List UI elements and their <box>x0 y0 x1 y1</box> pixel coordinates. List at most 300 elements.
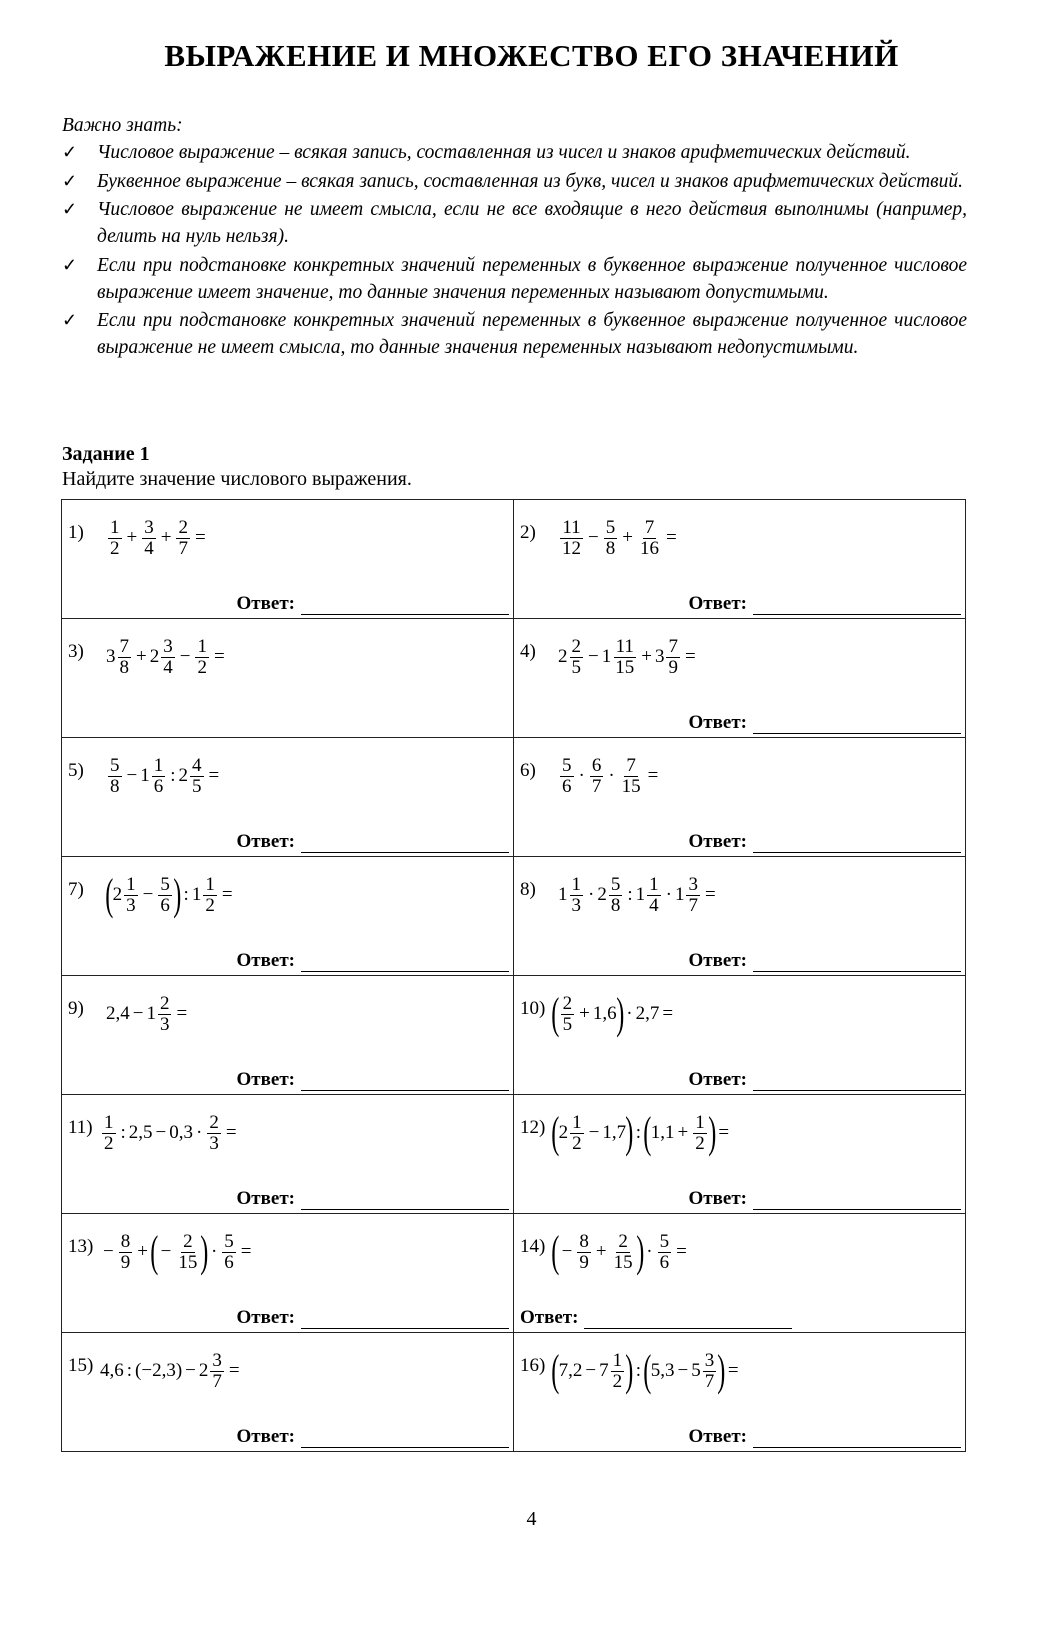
checklist-item-text: Буквенное выражение – всякая запись, составленная из букв, чисел и знаков арифметических действий. <box>97 170 964 192</box>
problem-expression <box>558 863 719 927</box>
number: 1 <box>635 884 646 905</box>
numerator: 1 <box>612 1349 623 1371</box>
answer-row <box>237 1307 509 1329</box>
answer-label: Ответ: <box>688 1188 747 1209</box>
numerator: 5 <box>224 1230 234 1252</box>
checklist-item-text: Числовое выражение не имеет смысла, если не все входящие в него действия выполнимы (например, делить на нуль нельзя). <box>97 199 967 247</box>
operator: + <box>137 1241 148 1262</box>
numerator: 2 <box>562 992 573 1014</box>
problem-number: 15) <box>68 1355 94 1376</box>
problem-number: 4) <box>520 641 536 662</box>
denominator: 16 <box>639 537 659 559</box>
answer-row <box>237 1188 509 1210</box>
operator: · <box>665 884 672 905</box>
denominator: 3 <box>159 1013 170 1035</box>
operator: · <box>626 1003 633 1024</box>
problems-row <box>62 1333 966 1452</box>
answer-blank-field[interactable] <box>753 1072 961 1091</box>
number: 5 <box>691 1360 701 1381</box>
problem-number: 6) <box>520 760 536 781</box>
checklist <box>62 139 967 361</box>
fraction <box>176 1232 199 1273</box>
answer-label: Ответ: <box>688 712 747 733</box>
number: 1 <box>146 1003 156 1024</box>
answer-label: Ответ: <box>688 1069 747 1090</box>
operator: = <box>225 1122 237 1143</box>
operator: − <box>585 1360 597 1381</box>
denominator: 6 <box>562 775 572 797</box>
operator: = <box>704 884 716 905</box>
answer-label: Ответ: <box>236 1188 295 1209</box>
number: 1 <box>191 884 202 905</box>
problem-expression <box>106 625 228 689</box>
problem-expression <box>558 506 680 570</box>
numerator: 8 <box>120 1230 131 1252</box>
numerator: 5 <box>659 1230 670 1252</box>
fraction <box>570 875 584 916</box>
number: 0,3 <box>169 1122 193 1143</box>
operator: = <box>676 1241 687 1262</box>
number: 3 <box>106 646 116 667</box>
numerator: 3 <box>704 1349 715 1371</box>
denominator: 6 <box>160 894 170 916</box>
fraction <box>613 637 636 678</box>
answer-label: Ответ: <box>688 950 747 971</box>
checkmark-icon: ✓ <box>62 142 78 162</box>
problem-number: 13) <box>68 1236 94 1257</box>
problem-cell <box>62 1095 514 1214</box>
numerator: 1 <box>572 1111 582 1133</box>
problem-expression <box>552 982 676 1046</box>
denominator: 5 <box>562 1013 573 1035</box>
paren-close: ) <box>625 1346 634 1395</box>
fraction <box>158 994 172 1035</box>
problems-row <box>62 1214 966 1333</box>
denominator: 4 <box>649 894 659 916</box>
paren-close: ) <box>200 1227 209 1276</box>
operator: · <box>608 765 615 786</box>
operator: − <box>142 884 154 905</box>
problem-expression <box>100 1339 243 1403</box>
checklist-item <box>62 139 967 166</box>
denominator: 2 <box>612 1370 623 1392</box>
number: 1 <box>674 884 685 905</box>
numerator: 7 <box>626 754 636 776</box>
fraction <box>703 1351 717 1392</box>
problems-row <box>62 1095 966 1214</box>
checkmark-icon: ✓ <box>62 310 78 330</box>
checklist-item <box>62 168 967 195</box>
number: 2 <box>558 646 568 667</box>
numerator: 5 <box>610 873 621 895</box>
numerator: 3 <box>144 516 154 538</box>
answer-blank-field[interactable] <box>301 1191 509 1210</box>
fraction <box>203 875 217 916</box>
numerator: 5 <box>110 754 120 776</box>
paren-close: ) <box>707 1108 717 1157</box>
fraction <box>590 756 604 797</box>
problem-cell <box>62 619 514 738</box>
numerator: 1 <box>197 635 207 657</box>
number: 5,3 <box>650 1360 675 1381</box>
paren-open: ( <box>551 1346 560 1395</box>
fraction <box>647 875 661 916</box>
task-title: Задание 1 <box>62 443 150 465</box>
operator: = <box>228 1360 240 1381</box>
number: 4,6 <box>100 1360 124 1381</box>
number: 7 <box>599 1360 609 1381</box>
fraction <box>609 875 623 916</box>
page-number: 4 <box>526 1508 537 1530</box>
numerator: 2 <box>571 635 581 657</box>
problem-number: 3) <box>68 641 84 662</box>
checklist-item <box>62 252 967 306</box>
numerator: 1 <box>153 754 164 776</box>
denominator: 15 <box>178 1251 198 1273</box>
task-description: Найдите значение числового выражения. <box>62 468 412 490</box>
fraction <box>108 756 122 797</box>
fraction <box>142 518 156 559</box>
problem-number: 2) <box>520 522 536 543</box>
problem-cell <box>514 1214 966 1333</box>
answer-blank-field[interactable] <box>301 834 509 853</box>
paren-open: ( <box>150 1227 159 1276</box>
numerator: 8 <box>579 1230 589 1252</box>
operator: − <box>126 765 138 786</box>
problems-table <box>61 499 966 1452</box>
number: 1 <box>140 765 150 786</box>
paren-open: ( <box>551 989 560 1038</box>
denominator: 3 <box>571 894 581 916</box>
denominator: 2 <box>572 1132 582 1154</box>
problem-cell <box>514 1333 966 1452</box>
problem-cell <box>62 976 514 1095</box>
fraction <box>210 1351 224 1392</box>
number: 1,1 <box>650 1122 675 1143</box>
operator: = <box>208 765 220 786</box>
paren-close: ) <box>625 1108 634 1157</box>
operator: + <box>160 527 172 548</box>
operator: − <box>103 1241 114 1262</box>
number: 2,4 <box>106 1003 130 1024</box>
operator: − <box>588 646 599 667</box>
operator: = <box>727 1360 739 1381</box>
problem-cell <box>62 500 514 619</box>
denominator: 9 <box>668 656 678 678</box>
problems-row <box>62 738 966 857</box>
fraction <box>658 1232 672 1273</box>
operator: : <box>126 1360 133 1381</box>
denominator: 15 <box>613 1251 633 1273</box>
numerator: 1 <box>126 873 136 895</box>
answer-label: Ответ: <box>236 831 295 852</box>
problem-expression <box>552 1220 690 1284</box>
numerator: 2 <box>178 516 188 538</box>
numerator: 5 <box>562 754 572 776</box>
numerator: 11 <box>615 635 634 657</box>
problem-number: 16) <box>520 1355 546 1376</box>
number: 1 <box>558 884 568 905</box>
denominator: 9 <box>579 1251 589 1273</box>
answer-blank-field[interactable] <box>301 1072 509 1091</box>
denominator: 9 <box>120 1251 131 1273</box>
answer-row <box>689 1426 961 1448</box>
operator: : <box>635 1360 642 1381</box>
answer-label: Ответ: <box>236 1307 295 1328</box>
denominator: 5 <box>192 775 202 797</box>
notes-heading: Важно знать: <box>62 115 183 136</box>
answer-row <box>689 593 961 615</box>
problem-number: 9) <box>68 998 84 1019</box>
answer-label: Ответ: <box>236 950 295 971</box>
operator: + <box>136 646 147 667</box>
fraction <box>119 1232 133 1273</box>
fraction <box>604 518 618 559</box>
answer-row <box>237 1069 509 1091</box>
number: 7,2 <box>558 1360 583 1381</box>
operator: − <box>179 646 191 667</box>
operator: − <box>561 1241 573 1262</box>
problem-number: 1) <box>68 522 84 543</box>
operator: · <box>646 1241 653 1262</box>
number: 1 <box>601 646 612 667</box>
number: 2 <box>112 884 123 905</box>
answer-blank-field[interactable] <box>753 834 961 853</box>
fraction <box>577 1232 591 1273</box>
answer-blank-field[interactable] <box>753 953 961 972</box>
answer-label: Ответ: <box>236 1426 295 1447</box>
operator: : <box>183 884 189 905</box>
operator: − <box>588 1122 600 1143</box>
checklist-item <box>62 196 967 250</box>
answer-row <box>689 1069 961 1091</box>
answer-row <box>689 831 961 853</box>
operator: : <box>627 884 633 905</box>
operator: = <box>213 646 225 667</box>
problem-expression <box>558 744 661 808</box>
problem-number: 10) <box>520 998 546 1019</box>
numerator: 1 <box>205 873 215 895</box>
answer-label: Ответ: <box>688 831 747 852</box>
problem-cell <box>514 619 966 738</box>
problem-number: 12) <box>520 1117 546 1138</box>
problem-cell <box>62 738 514 857</box>
operator: = <box>176 1003 188 1024</box>
problems-row <box>62 500 966 619</box>
numerator: 1 <box>104 1111 114 1133</box>
problem-number: 8) <box>520 879 536 900</box>
answer-row <box>237 593 509 615</box>
answer-blank-field[interactable] <box>301 596 509 615</box>
operator: = <box>684 646 696 667</box>
problem-expression <box>552 1339 742 1403</box>
numerator: 6 <box>591 754 602 776</box>
denominator: 7 <box>178 537 188 559</box>
answer-row <box>520 1307 792 1329</box>
checklist-item-text: Если при подстановке конкретных значений переменных в буквенное выражение полученное числовое выражение не имеет смысла, то данные значения переменных называют недопустимыми. <box>97 310 967 358</box>
denominator: 7 <box>591 775 602 797</box>
denominator: 2 <box>197 656 207 678</box>
operator: = <box>647 765 659 786</box>
denominator: 7 <box>212 1370 222 1392</box>
operator: · <box>210 1241 218 1262</box>
operator: = <box>665 527 677 548</box>
answer-blank-field[interactable] <box>301 953 509 972</box>
fraction <box>176 518 190 559</box>
denominator: 7 <box>688 894 698 916</box>
operator: · <box>578 765 585 786</box>
fraction <box>666 637 680 678</box>
number: 2,7 <box>635 1003 660 1024</box>
number: 2,5 <box>128 1122 153 1143</box>
problem-number: 11) <box>68 1117 93 1138</box>
denominator: 2 <box>110 537 120 559</box>
problem-cell <box>514 738 966 857</box>
operator: − <box>132 1003 144 1024</box>
answer-row <box>689 712 961 734</box>
numerator: 11 <box>562 516 581 538</box>
operator: − <box>185 1360 196 1381</box>
answer-row <box>689 1188 961 1210</box>
operator: = <box>662 1003 674 1024</box>
numerator: 1 <box>649 873 659 895</box>
denominator: 6 <box>659 1251 670 1273</box>
answer-label: Ответ: <box>520 1307 579 1328</box>
answer-row <box>237 1426 509 1448</box>
numerator: 3 <box>163 635 173 657</box>
number: 1,6 <box>592 1003 617 1024</box>
answer-blank-field[interactable] <box>753 596 961 615</box>
number: 2 <box>178 765 188 786</box>
problem-expression <box>558 625 699 689</box>
problem-cell <box>62 1333 514 1452</box>
fraction <box>102 1113 116 1154</box>
problem-number: 14) <box>520 1236 546 1257</box>
numerator: 1 <box>571 873 581 895</box>
operator: + <box>622 527 633 548</box>
fraction <box>611 1351 625 1392</box>
fraction <box>222 1232 236 1273</box>
denominator: 4 <box>144 537 154 559</box>
fraction <box>570 637 584 678</box>
denominator: 3 <box>126 894 136 916</box>
operator: = <box>194 527 206 548</box>
denominator: 8 <box>110 775 120 797</box>
denominator: 8 <box>610 894 621 916</box>
fraction <box>190 756 204 797</box>
operator: + <box>126 527 138 548</box>
problem-cell <box>514 857 966 976</box>
operator: = <box>718 1122 730 1143</box>
answer-row <box>689 950 961 972</box>
denominator: 2 <box>205 894 215 916</box>
fraction <box>686 875 700 916</box>
checklist-item-text: Числовое выражение – всякая запись, составленная из чисел и знаков арифметических действий. <box>97 142 911 163</box>
answer-blank-field[interactable] <box>301 1310 509 1329</box>
number: 3 <box>654 646 665 667</box>
fraction <box>108 518 122 559</box>
answer-blank-field[interactable] <box>753 1429 961 1448</box>
numerator: 5 <box>605 516 616 538</box>
operator: · <box>588 884 595 905</box>
numerator: 4 <box>192 754 202 776</box>
checkmark-icon: ✓ <box>62 254 78 275</box>
operator: − <box>155 1122 167 1143</box>
paren-close: ) <box>173 870 182 919</box>
answer-label: Ответ: <box>236 593 295 614</box>
operator: + <box>595 1241 607 1262</box>
important-notes <box>62 112 967 363</box>
answer-blank-field[interactable] <box>753 1191 961 1210</box>
fraction <box>638 518 661 559</box>
problems-row <box>62 976 966 1095</box>
problems-row <box>62 857 966 976</box>
operator: + <box>579 1003 590 1024</box>
number: 2 <box>558 1122 569 1143</box>
answer-blank-field[interactable] <box>584 1310 792 1329</box>
problem-cell <box>514 1095 966 1214</box>
operator: + <box>641 646 652 667</box>
fraction <box>560 518 583 559</box>
fraction <box>620 756 643 797</box>
denominator: 5 <box>571 656 581 678</box>
problem-expression <box>100 1220 255 1284</box>
checkmark-icon: ✓ <box>62 170 78 191</box>
fraction <box>207 1113 221 1154</box>
number: 1,7 <box>602 1122 627 1143</box>
answer-row <box>237 831 509 853</box>
denominator: 4 <box>163 656 173 678</box>
fraction <box>693 1113 707 1154</box>
checkmark-icon: ✓ <box>62 199 78 219</box>
operator: = <box>221 884 233 905</box>
operator: = <box>240 1241 252 1262</box>
denominator: 2 <box>104 1132 114 1154</box>
paren-open: ( <box>551 1108 560 1157</box>
answer-blank-field[interactable] <box>753 715 961 734</box>
operator: − <box>160 1241 172 1262</box>
paren-close: ) <box>615 989 624 1038</box>
fraction <box>570 1113 584 1154</box>
page-title: ВЫРАЖЕНИЕ И МНОЖЕСТВО ЕГО ЗНАЧЕНИЙ <box>164 38 899 73</box>
operator: : <box>120 1122 126 1143</box>
problems-row <box>62 619 966 738</box>
numerator: 3 <box>688 873 698 895</box>
denominator: 7 <box>704 1370 715 1392</box>
answer-label: Ответ: <box>236 1069 295 1090</box>
problem-expression <box>552 1101 732 1165</box>
answer-blank-field[interactable] <box>301 1429 509 1448</box>
paren-open: ( <box>643 1108 652 1157</box>
operator: − <box>588 527 599 548</box>
operator: · <box>196 1122 203 1143</box>
denominator: 3 <box>209 1132 219 1154</box>
denominator: 8 <box>119 656 129 678</box>
numerator: 7 <box>119 635 129 657</box>
fraction <box>195 637 209 678</box>
numerator: 2 <box>159 992 170 1014</box>
denominator: 6 <box>224 1251 234 1273</box>
operator: : <box>635 1122 642 1143</box>
numerator: 7 <box>644 516 655 538</box>
operator: − <box>677 1360 689 1381</box>
numerator: 1 <box>110 516 120 538</box>
fraction <box>560 756 574 797</box>
denominator: 2 <box>695 1132 705 1154</box>
problem-cell <box>62 1214 514 1333</box>
answer-row <box>237 950 509 972</box>
operator: : <box>170 765 176 786</box>
